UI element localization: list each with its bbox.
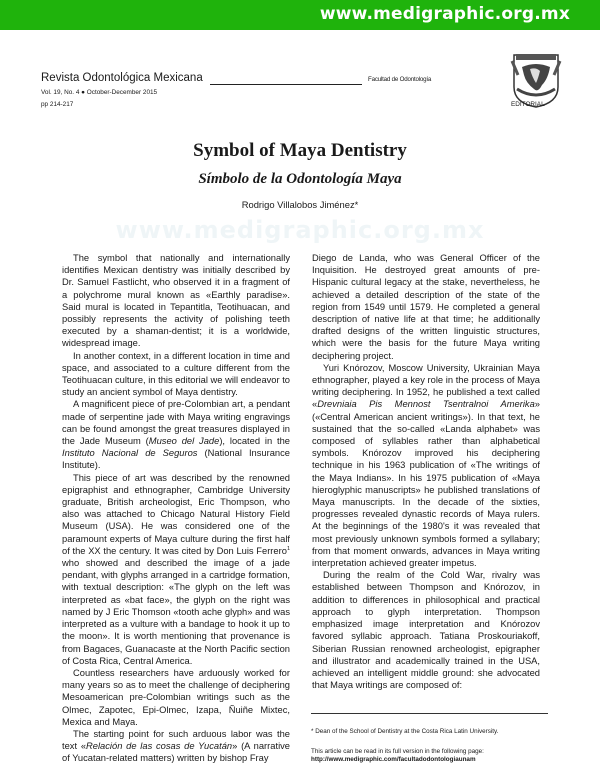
volume-info: Vol. 19, No. 4 ● October-December 2015 bbox=[41, 89, 158, 96]
paragraph bbox=[62, 252, 290, 350]
text-segment: The symbol that nationally and internationally identifies Mexican dentistry was initially described by Dr. Samuel Fastlicht, who observed it in a fragment of a polychrome mural known as «Earthly paradise». Said mural is located in Tepantitla, Teotihuacan, and possibly represents the activity of polishing teeth executed by a shaman-dentist; it is a worldwide, widespread image. bbox=[62, 253, 290, 349]
text-segment: Countless researchers have arduously worked for many years so as to meet the challenge of deciphering Mesoamerican pre-Colombian writings such as the Olmec, Zapotec, Epi-Olmec, Izapa, Ñuiñe Mixtec, Mexica and Maya. bbox=[62, 667, 290, 727]
unam-seal-logo bbox=[508, 49, 564, 109]
italic-text: Instituto Nacional de Seguros bbox=[62, 448, 198, 459]
paragraph bbox=[62, 472, 290, 667]
italic-text: Relación de las cosas de Yucatán bbox=[86, 741, 233, 752]
header-rule bbox=[210, 84, 362, 85]
left-column bbox=[62, 252, 290, 765]
text-segment: The starting point for such arduous labor was the text « bbox=[62, 728, 290, 752]
right-column bbox=[312, 252, 540, 764]
paragraph bbox=[62, 728, 290, 765]
full-version-text: This article can be read in its full version in the following page: bbox=[311, 748, 484, 756]
paragraph bbox=[312, 569, 540, 691]
article-author: Rodrigo Villalobos Jiménez* bbox=[241, 199, 359, 210]
text-segment: In another context, in a different location in time and space, and associated to a culture different from the Teotihuacan culture, in this editorial we will endeavor to study an ancient symbol of Maya dentistry. bbox=[62, 350, 291, 398]
paragraph bbox=[62, 398, 290, 471]
text-segment: (National Insurance Institute). bbox=[62, 448, 290, 471]
paragraph bbox=[62, 350, 290, 399]
full-version-link[interactable]: http://www.medigraphic.com/facultadodontologiaunam bbox=[311, 756, 476, 764]
footnote-rule bbox=[311, 713, 548, 714]
paragraph bbox=[62, 667, 290, 728]
text-segment: During the realm of the Cold War, rivalry was established between Thompson and Knórozov, in addition to differences in philosophical and practical approach to glyph interpretation. Thompson emphasized image interpretation and Knórozov favored syllabic approach. Tatiana Proskouriakoff, Siberian Russian renowned archeologist, epigrapher and illustrator and academically trained in the USA, achieved an intelligent middle ground: she advocated that Maya writings are composed of: bbox=[312, 570, 540, 691]
text-segment: who showed and described the image of a jade pendant, with glyphs arranged in a cartridge formation, with textual description: «The glyph on the left was interpreted as «bat face», the glyph on the right was named by J Eric Thomson «tooth ache glyph» and was interpreted as a vulture with a bandage to hook it up to the moon». It is worth mentioning that provenance is from Bagaces, Guanacaste at the North Pacific section of Costa Rica, Central America. bbox=[62, 558, 290, 666]
paragraph bbox=[312, 252, 540, 362]
text-segment: A magnificent piece of pre-Colombian art, a pendant made of serpentine jade with Maya writing engravings can be found amongst the great treasures displayed in the Jade Museum ( bbox=[62, 399, 290, 447]
text-segment: Diego de Landa, who was General Officer of the Inquisition. He destroyed great amounts of pre-Hispanic cultural legacy at the stake, nevertheless, he achieved a detailed description of the state of the region from 1549 until 1579. He completed a general description of native life at that time; he additionally drafted designs of the written linguistic structures, which were the basis for the future Maya writing deciphering project. bbox=[312, 253, 540, 361]
italic-text: Museo del Jade bbox=[148, 436, 220, 447]
footnotes bbox=[311, 713, 548, 764]
section-label: EDITORIAL bbox=[511, 101, 545, 108]
text-segment: ), located in the bbox=[219, 436, 291, 447]
page-range: pp 214-217 bbox=[41, 101, 74, 108]
footnote-ref: 1 bbox=[286, 545, 290, 552]
full-version-note bbox=[311, 748, 548, 764]
italic-text: Drevniaia Pis Mennost Tsentralnoi Amerika bbox=[317, 399, 535, 410]
text-segment: » (A narrative of Yucatan-related matters) written by bishop Fray bbox=[62, 741, 291, 764]
text-segment: This piece of art was described by the renowned epigraphist and ethnographer, Cambridge University graduate, British archeologist, Eric Thompson, who also was attached to Chicago Natural History Field Museum (USA). He was considered one of the paramount experts of Maya culture during the first half of the XX the century. It was cited by Don Luis Ferrero bbox=[62, 472, 290, 556]
journal-name: Revista Odontológica Mexicana bbox=[41, 72, 203, 84]
paragraph bbox=[312, 362, 540, 569]
faculty-name: Facultad de Odontología bbox=[368, 76, 432, 83]
article-title: Symbol of Maya Dentistry bbox=[193, 140, 407, 161]
site-url-link[interactable]: www.medigraphic.org.mx bbox=[319, 4, 570, 24]
text-segment: » («Central American ancient writings»). In that text, he sustained that the so-called «Landa alphabet» was composed of syllables rather than alphabetical symbols. Knórozov improved his deciphering technique in his 1963 publication of «The writings of the Maya Indians». In his 1975 publication of «Maya hieroglyphic manuscripts» he published translations of Maya manuscripts. In the decade of the sixties, progresses revealed dynastic records of Maya rulers. At the beginnings of the 1980's it was revealed that most previously unknown symbols formed a syllabary; from that moment onwards, advances in Maya writing interpretation achieved greater impetus. bbox=[312, 399, 540, 569]
text-segment: Yuri Knórozov, Moscow University, Ukrainian Maya ethnographer, played a key role in the process of Maya writing deciphering. In 1952, he published a text called « bbox=[312, 362, 540, 410]
site-banner bbox=[0, 0, 600, 30]
author-footnote: * Dean of the School of Dentistry at the Costa Rica Latin University. bbox=[311, 728, 499, 736]
watermark: www.medigraphic.org.mx bbox=[115, 216, 485, 244]
article-subtitle: Símbolo de la Odontología Maya bbox=[198, 171, 402, 187]
